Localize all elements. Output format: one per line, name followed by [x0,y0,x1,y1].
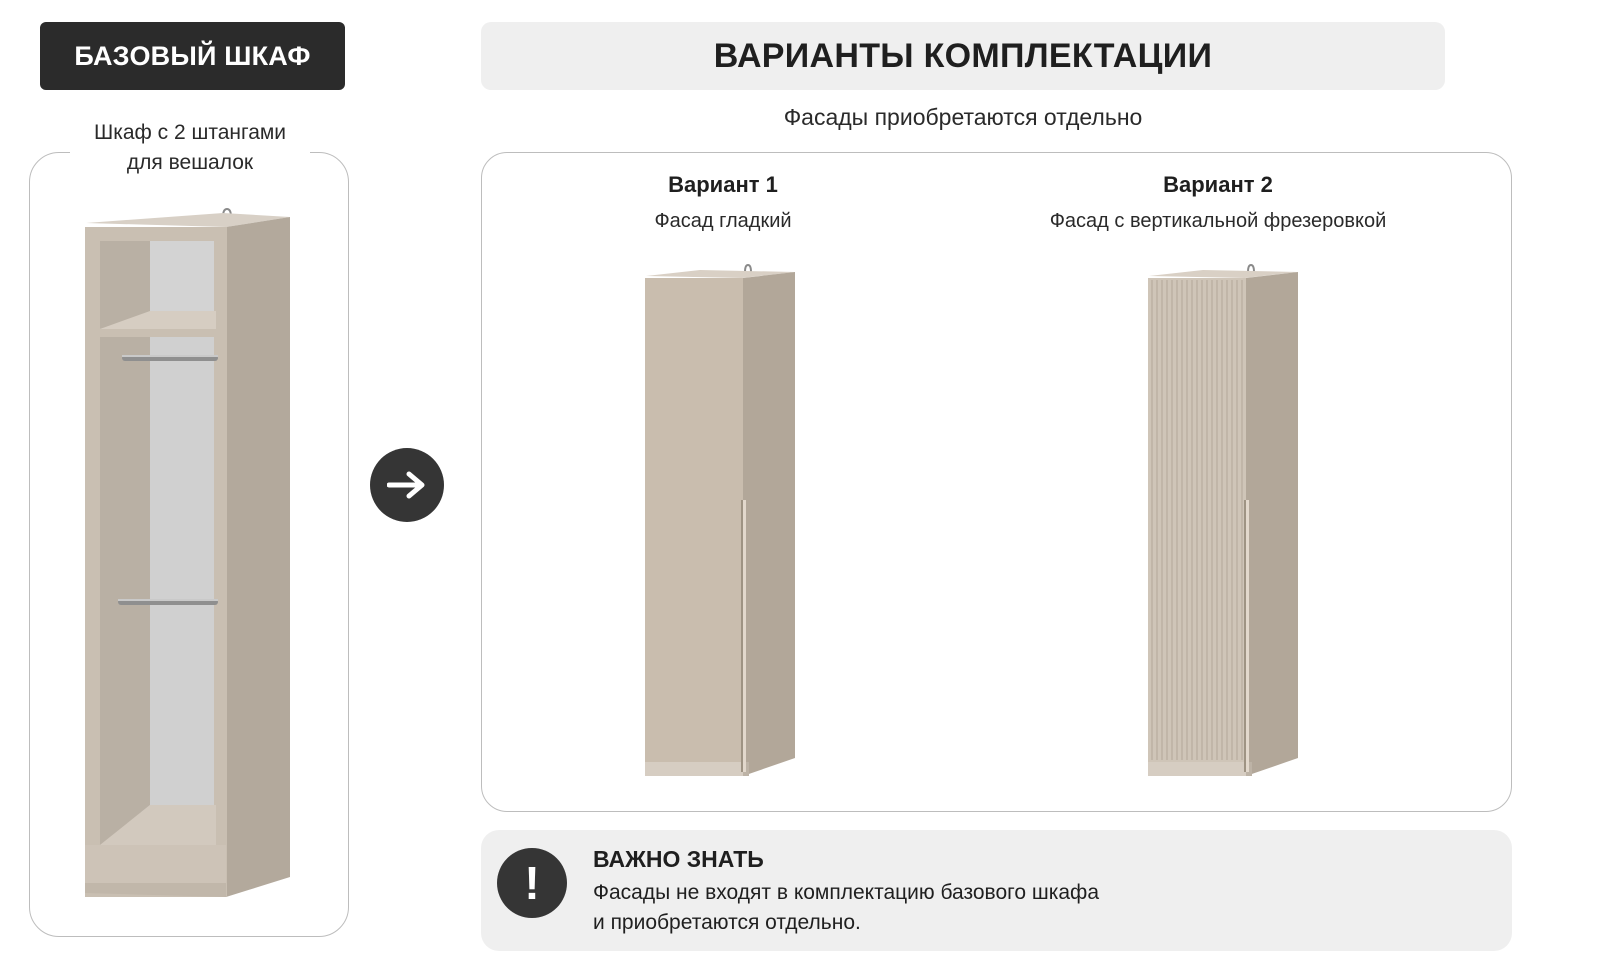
arrow-right-icon [370,448,444,522]
base-caption-line2: для вешалок [126,151,254,174]
important-notice [481,830,1512,951]
base-caption-line1: Шкаф с 2 штангами [93,121,287,144]
notice-line1: Фасады не входят в комплектацию базового шкафа [593,881,1099,904]
variants-frame [481,152,1512,812]
variants-header: ВАРИАНТЫ КОМПЛЕКТАЦИИ [481,22,1445,90]
variant-2-desc: Фасад с вертикальной фрезеровкой [1049,210,1387,232]
variant-1-desc: Фасад гладкий [654,210,792,232]
notice-line2: и приобретаются отдельно. [593,911,861,934]
notice-title: ВАЖНО ЗНАТЬ [593,846,764,872]
variant-2-title: Вариант 2 [1163,172,1273,197]
variant-2-card [1018,172,1418,233]
notice-body [593,878,1099,938]
base-wardrobe-badge: БАЗОВЫЙ ШКАФ [40,22,345,90]
open-wardrobe-image [80,205,300,905]
variant-1-title: Вариант 1 [668,172,778,197]
exclamation-icon: ! [497,848,567,918]
base-wardrobe-caption [70,118,310,178]
variant-1-card [573,172,873,233]
variant-2-wardrobe-image [1143,262,1303,792]
variants-subtitle: Фасады приобретаются отдельно [783,104,1143,130]
variant-1-wardrobe-image [640,262,800,792]
